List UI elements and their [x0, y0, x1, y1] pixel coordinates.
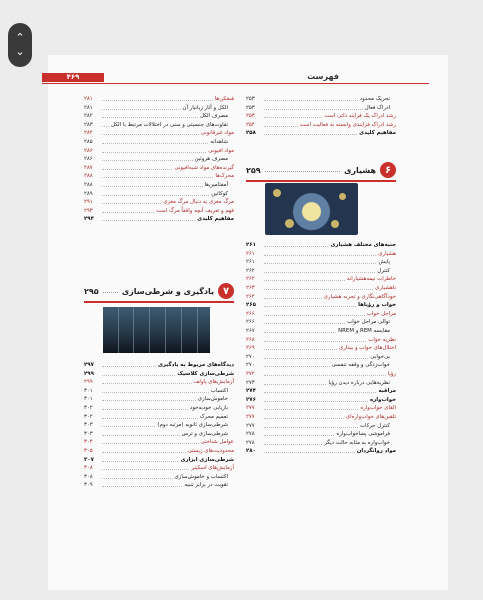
toc-entry-title: مواد افیونی	[208, 147, 234, 154]
toc-entry-title: آمفتامین‌ها	[204, 182, 228, 188]
dot-leader	[264, 131, 357, 135]
toc-entry-page: ۲۹۷	[84, 362, 94, 368]
dot-leader	[264, 449, 355, 453]
dot-leader	[102, 123, 109, 127]
dot-leader	[102, 174, 213, 178]
toc-entry[interactable]	[246, 404, 396, 412]
toc-entry-title: مواد روانگردان	[356, 448, 396, 455]
toc-entry[interactable]	[84, 421, 234, 429]
toc-entry[interactable]	[84, 473, 234, 481]
toc-entry-page: ۳۰۱	[84, 396, 93, 403]
dot-leader	[102, 166, 172, 170]
dot-leader	[264, 406, 358, 410]
toc-entry-page: ۲۷۰	[246, 362, 255, 369]
dot-leader	[102, 466, 189, 470]
dot-leader	[264, 312, 365, 316]
toc-entry-title: مقایسه REM و NREM	[338, 328, 390, 334]
toc-entry-page: ۲۷۸	[246, 439, 255, 446]
chapter-7-image	[103, 307, 210, 353]
dot-leader	[102, 114, 198, 118]
toc-entry[interactable]	[84, 207, 234, 215]
toc-entry-title: اختلال‌های خواب و بیداری	[338, 345, 396, 352]
chapter-6-rule	[246, 180, 396, 182]
toc-entry-title: خواب و رؤیاها	[358, 302, 396, 309]
toc-entry-page: ۲۷۳	[246, 379, 255, 386]
dot-leader	[102, 192, 209, 196]
dot-leader	[102, 209, 154, 213]
toc-entry-title: رؤیا	[387, 371, 396, 377]
dot-leader	[264, 355, 368, 359]
toc-entry-page: ۲۸۶	[84, 156, 93, 163]
toc-entry-page: ۳۰۵	[84, 448, 93, 454]
toc-entry-page: ۲۷۸	[246, 431, 255, 438]
toc-entry-title: خواب‌زدگی و وقفه تنفسی	[331, 362, 390, 369]
toc-entry-title: تقویت در برابر تنبیه	[184, 482, 228, 489]
toc-entry-page: ۳۰۱	[84, 387, 93, 394]
toc-entry-page: ۲۵۳	[246, 104, 255, 111]
toc-entry-page: ۲۵۸	[246, 130, 256, 137]
toc-entry-page: ۳۰۲	[84, 405, 93, 411]
toc-entry-page: ۳۰۸	[84, 465, 93, 472]
toc-entry-title: ادراک فعال	[364, 104, 390, 111]
toc-entry-title: خاطرات نیمه‌هشیارانه	[346, 276, 396, 283]
toc-entry[interactable]	[84, 361, 234, 369]
dot-leader	[102, 106, 181, 110]
toc-entry[interactable]	[246, 344, 396, 352]
chapter-7-heading	[84, 283, 234, 299]
dot-leader	[102, 483, 182, 487]
page-number-badge: ۴۶۹	[42, 73, 104, 82]
toc-entry-page: ۲۶۹	[246, 345, 255, 352]
toc-entry-page: ۲۸۷	[84, 164, 93, 171]
chevron-down-icon[interactable]: ⌄	[15, 45, 25, 58]
dot-leader	[102, 449, 186, 453]
toc-entry[interactable]	[246, 413, 396, 421]
toc-entry[interactable]	[84, 104, 234, 112]
toc-entry-page: ۲۵۴	[246, 121, 255, 128]
dot-leader	[264, 346, 337, 350]
toc-entry[interactable]	[246, 447, 396, 455]
dot-leader	[102, 475, 173, 479]
toc-entry-title: اکتساب و خاموش‌سازی	[174, 473, 228, 480]
toc-entry[interactable]	[84, 147, 234, 155]
dot-leader	[264, 106, 363, 110]
dot-leader	[264, 372, 386, 376]
toc-entry[interactable]	[246, 284, 396, 292]
toc-entry-page: ۲۶۷	[246, 328, 255, 334]
toc-entry[interactable]	[246, 258, 396, 266]
toc-entry[interactable]	[246, 112, 396, 120]
toc-entry[interactable]	[84, 138, 234, 146]
toc-entry-title: کوکائین	[211, 190, 228, 197]
toc-entry[interactable]	[84, 430, 234, 438]
dot-leader	[264, 269, 375, 273]
dot-leader	[264, 381, 326, 385]
toc-entry-page: ۲۶۶	[246, 319, 255, 326]
dot-leader	[264, 243, 328, 247]
dot-leader	[102, 415, 198, 419]
toc-entry-title: شاهدانه	[210, 139, 228, 145]
toc-entry-page: ۲۸۲	[84, 113, 93, 120]
toc-entry[interactable]	[246, 121, 396, 129]
toc-entry-page: ۲۹۱	[84, 199, 93, 206]
dot-leader	[102, 380, 192, 384]
toc-entry-title: مراحل خواب	[366, 310, 396, 317]
dot-leader	[264, 398, 368, 402]
toc-entry[interactable]	[84, 190, 234, 198]
toc-entry-title: مفاهیم کلیدی	[197, 216, 234, 223]
toc-entry-page: ۲۷۷	[246, 405, 255, 412]
chapter-7-rule	[84, 301, 234, 303]
toc-entry-title: نظریه‌هایی درباره دیدن رؤیا	[328, 379, 390, 386]
toc-entry[interactable]	[246, 293, 396, 301]
dot-leader	[264, 441, 322, 445]
toc-entry[interactable]	[246, 250, 396, 258]
dot-leader	[102, 440, 199, 444]
toc-entry[interactable]	[84, 481, 234, 489]
toc-entry-page: ۳۰۳	[84, 422, 93, 429]
toc-entry-title: خودآگاهی‌نگاری و تجربه هشیاری	[323, 293, 396, 300]
dot-leader	[102, 149, 206, 153]
toc-entry-page: ۲۸۰	[246, 448, 256, 455]
toc-entry[interactable]	[246, 327, 396, 335]
toc-entry-title: نظریه خواب	[368, 336, 396, 343]
dot-leader	[264, 260, 376, 264]
dot-leader	[102, 200, 161, 204]
toc-entry-title: تعمیم محرک	[199, 413, 228, 420]
toc-entry[interactable]	[246, 310, 396, 318]
toc-entry[interactable]	[246, 422, 396, 430]
toc-entry-page: ۲۵۳	[246, 96, 255, 102]
dot-leader	[102, 131, 199, 135]
toc-entry-page: ۲۶۴	[246, 293, 255, 300]
dot-leader	[103, 289, 118, 293]
toc-entry-title: فهم و تعریف آنچه واقعاً مرگ است	[156, 207, 234, 214]
dot-leader	[102, 389, 209, 393]
toc-entry[interactable]	[84, 95, 234, 103]
page-title: فهرست	[307, 72, 339, 81]
toc-entry[interactable]	[84, 112, 234, 120]
toc-entry-title: مواد غیرقانونی	[200, 130, 234, 137]
toc-entry-title: الکل و آثار زیانبار آن	[182, 104, 228, 111]
toc-entry[interactable]	[84, 464, 234, 472]
toc-entry-page: ۲۶۳	[246, 285, 255, 291]
toc-entry[interactable]	[84, 395, 234, 403]
toc-entry-title: آزمایش‌های پاولف	[193, 379, 234, 386]
toc-entry-page: ۲۸۱	[84, 96, 93, 102]
toc-entry[interactable]	[84, 438, 234, 446]
toc-entry-title: تلقین‌های خواب‌واره‌ای	[345, 414, 396, 420]
dot-leader	[102, 217, 195, 221]
toc-entry-title: آزمایش‌های اسکینر	[191, 465, 234, 472]
toc-entry[interactable]	[246, 336, 396, 344]
toc-entry[interactable]	[84, 155, 234, 163]
toc-entry-page: ۲۶۶	[246, 310, 255, 317]
toc-entry-title: شرطی‌سازی و ترس	[181, 430, 228, 437]
dot-leader	[102, 140, 208, 144]
toc-entry-title: محدودیت‌های زیستی	[187, 448, 234, 454]
toc-entry[interactable]	[246, 318, 396, 326]
toc-entry-page: ۲۶۲	[246, 267, 255, 274]
toc-entry-page: ۲۹۴	[84, 216, 94, 223]
dot-leader	[264, 338, 366, 342]
toc-entry-title: پایش	[378, 259, 390, 266]
dot-leader	[264, 277, 345, 281]
toc-entry-title: رشد ادراک فرایندی وابسته به فعالیت است	[299, 121, 396, 128]
toc-entry-title: مُسَکن‌ها	[214, 96, 234, 102]
toc-entry-title: اکتساب	[210, 387, 228, 394]
dot-leader	[264, 415, 344, 419]
dot-leader	[102, 458, 178, 462]
toc-entry-title: خواب‌واره	[369, 396, 396, 403]
toc-entry-page: ۲۶۲	[246, 276, 255, 283]
chevron-up-icon[interactable]: ⌃	[15, 31, 25, 44]
dot-leader	[102, 406, 188, 410]
dot-leader	[264, 252, 376, 256]
toc-entry[interactable]	[84, 447, 234, 455]
dot-leader	[265, 168, 340, 172]
toc-entry-title: مفاهیم کلیدی	[359, 130, 396, 137]
toc-entry[interactable]	[246, 353, 396, 361]
dot-leader	[264, 432, 334, 436]
chapter-6-badge: ۶	[380, 162, 396, 178]
toc-entry-title: تحریک محدود	[359, 96, 390, 102]
toc-entry-page: ۲۶۱	[246, 259, 255, 266]
toc-entry-title: کنترل حرکات	[359, 422, 390, 429]
toc-entry-title: مصرف هروئین	[194, 156, 228, 163]
dot-leader	[264, 97, 358, 101]
toc-entry-page: ۲۷۶	[246, 396, 256, 403]
toc-entry-page: ۲۸۴	[84, 130, 93, 137]
chapter-6-image	[265, 183, 358, 235]
toc-entry[interactable]	[84, 181, 234, 189]
toc-entry[interactable]	[246, 430, 396, 438]
toc-entry[interactable]	[246, 301, 396, 309]
toc-entry-title: شرطی‌سازی کلاسیک	[177, 370, 234, 377]
toc-entry-title: شرطی‌سازی ابزاری	[180, 456, 234, 463]
toc-entry-title: تفاوت‌های جنسیتی و سنی در اختلالات مرتبط با الکل	[111, 121, 228, 128]
dot-leader	[264, 286, 373, 290]
toc-entry-page: ۲۷۰	[246, 353, 255, 360]
toc-entry-page: ۲۸۱	[84, 104, 93, 111]
toc-entry-title: خاموش‌سازی	[197, 396, 228, 403]
dot-leader	[102, 372, 175, 376]
toc-entry-page: ۲۵۳	[246, 113, 255, 120]
toc-entry-page: ۲۸۵	[84, 139, 93, 145]
toc-entry-title: فراموشی پساخواب‌واره	[336, 431, 390, 438]
toc-entry-page: ۲۹۹	[84, 370, 94, 377]
toc-entry-page: ۳۰۸	[84, 473, 93, 480]
toc-entry-page: ۳۰۷	[84, 456, 94, 463]
toc-entry-page: ۳۰۲	[84, 413, 93, 420]
toc-entry[interactable]	[84, 370, 234, 378]
dot-leader	[264, 123, 298, 127]
dot-leader	[102, 423, 155, 427]
chapter-7-page: ۲۹۵	[84, 286, 99, 296]
dot-leader	[264, 389, 376, 393]
toc-entry-page: ۲۸۳	[84, 121, 93, 128]
toc-entry-title: بی‌خوابی	[370, 353, 390, 360]
toc-entry[interactable]	[84, 387, 234, 395]
scroll-control[interactable]	[8, 23, 32, 67]
toc-entry[interactable]	[246, 370, 396, 378]
toc-entry[interactable]	[246, 396, 396, 404]
toc-entry[interactable]	[246, 387, 396, 395]
toc-entry-page: ۲۷۷	[246, 422, 255, 429]
chapter-6-page: ۲۵۹	[246, 165, 261, 175]
toc-entry-title: شرطی‌سازی ثانویه (مرتبه دوم)	[157, 422, 228, 429]
toc-entry[interactable]	[84, 413, 234, 421]
toc-entry-title: ناهشیاری	[375, 285, 396, 291]
toc-entry-page: ۲۷۷	[246, 414, 255, 420]
toc-entry-page: ۳۰۹	[84, 482, 93, 489]
chapter-6-heading	[246, 162, 396, 178]
dot-leader	[102, 363, 156, 367]
toc-entry-page: ۲۷۴	[246, 388, 256, 395]
toc-entry[interactable]	[84, 404, 234, 412]
toc-entry-title: مراقبه	[378, 388, 396, 395]
toc-entry-title: توالی مراحل خواب	[347, 319, 390, 326]
dot-leader	[264, 114, 322, 118]
toc-entry-title: بازیابی خودبه‌خود	[189, 405, 228, 411]
toc-entry-page: ۲۸۸	[84, 182, 93, 188]
toc-entry[interactable]	[84, 198, 234, 206]
toc-entry-title: دیدگاه‌های مربوط به یادگیری	[157, 362, 234, 368]
toc-entry-title: رشد ادراک یک فرایند ذاتی است	[324, 113, 396, 120]
toc-entry[interactable]	[246, 95, 396, 103]
toc-entry-page: ۳۰۴	[84, 439, 93, 446]
dot-leader	[102, 97, 213, 101]
dot-leader	[264, 329, 336, 333]
dot-leader	[102, 397, 196, 401]
toc-entry[interactable]	[84, 456, 234, 464]
toc-entry[interactable]	[84, 129, 234, 137]
toc-entry-title: خواب‌واره به مثابه حالت دیگر	[324, 439, 390, 446]
toc-entry-title: جنبه‌های مختلف هشیاری	[330, 242, 396, 248]
toc-entry[interactable]	[84, 121, 234, 129]
toc-entry-title: هشیاری	[378, 250, 396, 257]
toc-entry-page: ۲۶۱	[246, 242, 256, 248]
toc-entry[interactable]	[246, 379, 396, 387]
toc-entry-title: محرک‌ها	[215, 173, 234, 180]
dot-leader	[102, 183, 203, 187]
toc-entry[interactable]	[84, 164, 234, 172]
toc-entry[interactable]	[84, 215, 234, 223]
dot-leader	[102, 432, 180, 436]
chapter-7-title: یادگیری و شرطی‌سازی	[121, 286, 214, 296]
toc-entry-title: گیرنده‌های مواد شبه‌افیونی	[174, 164, 234, 171]
toc-entry-page: ۲۹۹	[84, 379, 93, 386]
toc-entry[interactable]	[246, 267, 396, 275]
dot-leader	[264, 303, 356, 307]
toc-entry[interactable]	[84, 378, 234, 386]
page-header	[42, 73, 429, 84]
chapter-7-badge: ۷	[218, 283, 234, 299]
toc-entry-page: ۲۷۲	[246, 371, 255, 377]
toc-entry-page: ۲۸۸	[84, 173, 93, 180]
toc-entry-page: ۲۸۹	[84, 190, 93, 197]
toc-entry-page: ۲۶۵	[246, 302, 256, 309]
toc-entry-page: ۲۶۱	[246, 250, 255, 257]
toc-entry[interactable]	[246, 241, 396, 249]
toc-entry-page: ۳۰۳	[84, 430, 93, 437]
toc-entry-title: عوامل شناختی	[200, 439, 234, 446]
toc-entry[interactable]	[84, 172, 234, 180]
toc-entry-title: القای خواب‌واره	[360, 405, 396, 412]
dot-leader	[102, 157, 193, 161]
chapter-6-title: هشیاری	[344, 165, 376, 175]
dot-leader	[264, 295, 322, 299]
toc-entry-title: مصرف الکل	[199, 113, 228, 120]
toc-entry-title: کنترل	[377, 267, 390, 274]
toc-entry-page: ۲۹۳	[84, 207, 93, 214]
toc-entry-page: ۲۸۶	[84, 147, 93, 154]
toc-entry-page: ۲۶۸	[246, 336, 255, 343]
dot-leader	[264, 363, 330, 367]
toc-entry[interactable]	[246, 129, 396, 137]
toc-entry[interactable]	[246, 104, 396, 112]
toc-entry[interactable]	[246, 275, 396, 283]
dot-leader	[264, 320, 345, 324]
dot-leader	[264, 424, 358, 428]
toc-entry[interactable]	[246, 361, 396, 369]
toc-entry-title: مرگ مغزی به دنبال مرگ مغزی	[163, 199, 234, 206]
toc-entry[interactable]	[246, 439, 396, 447]
